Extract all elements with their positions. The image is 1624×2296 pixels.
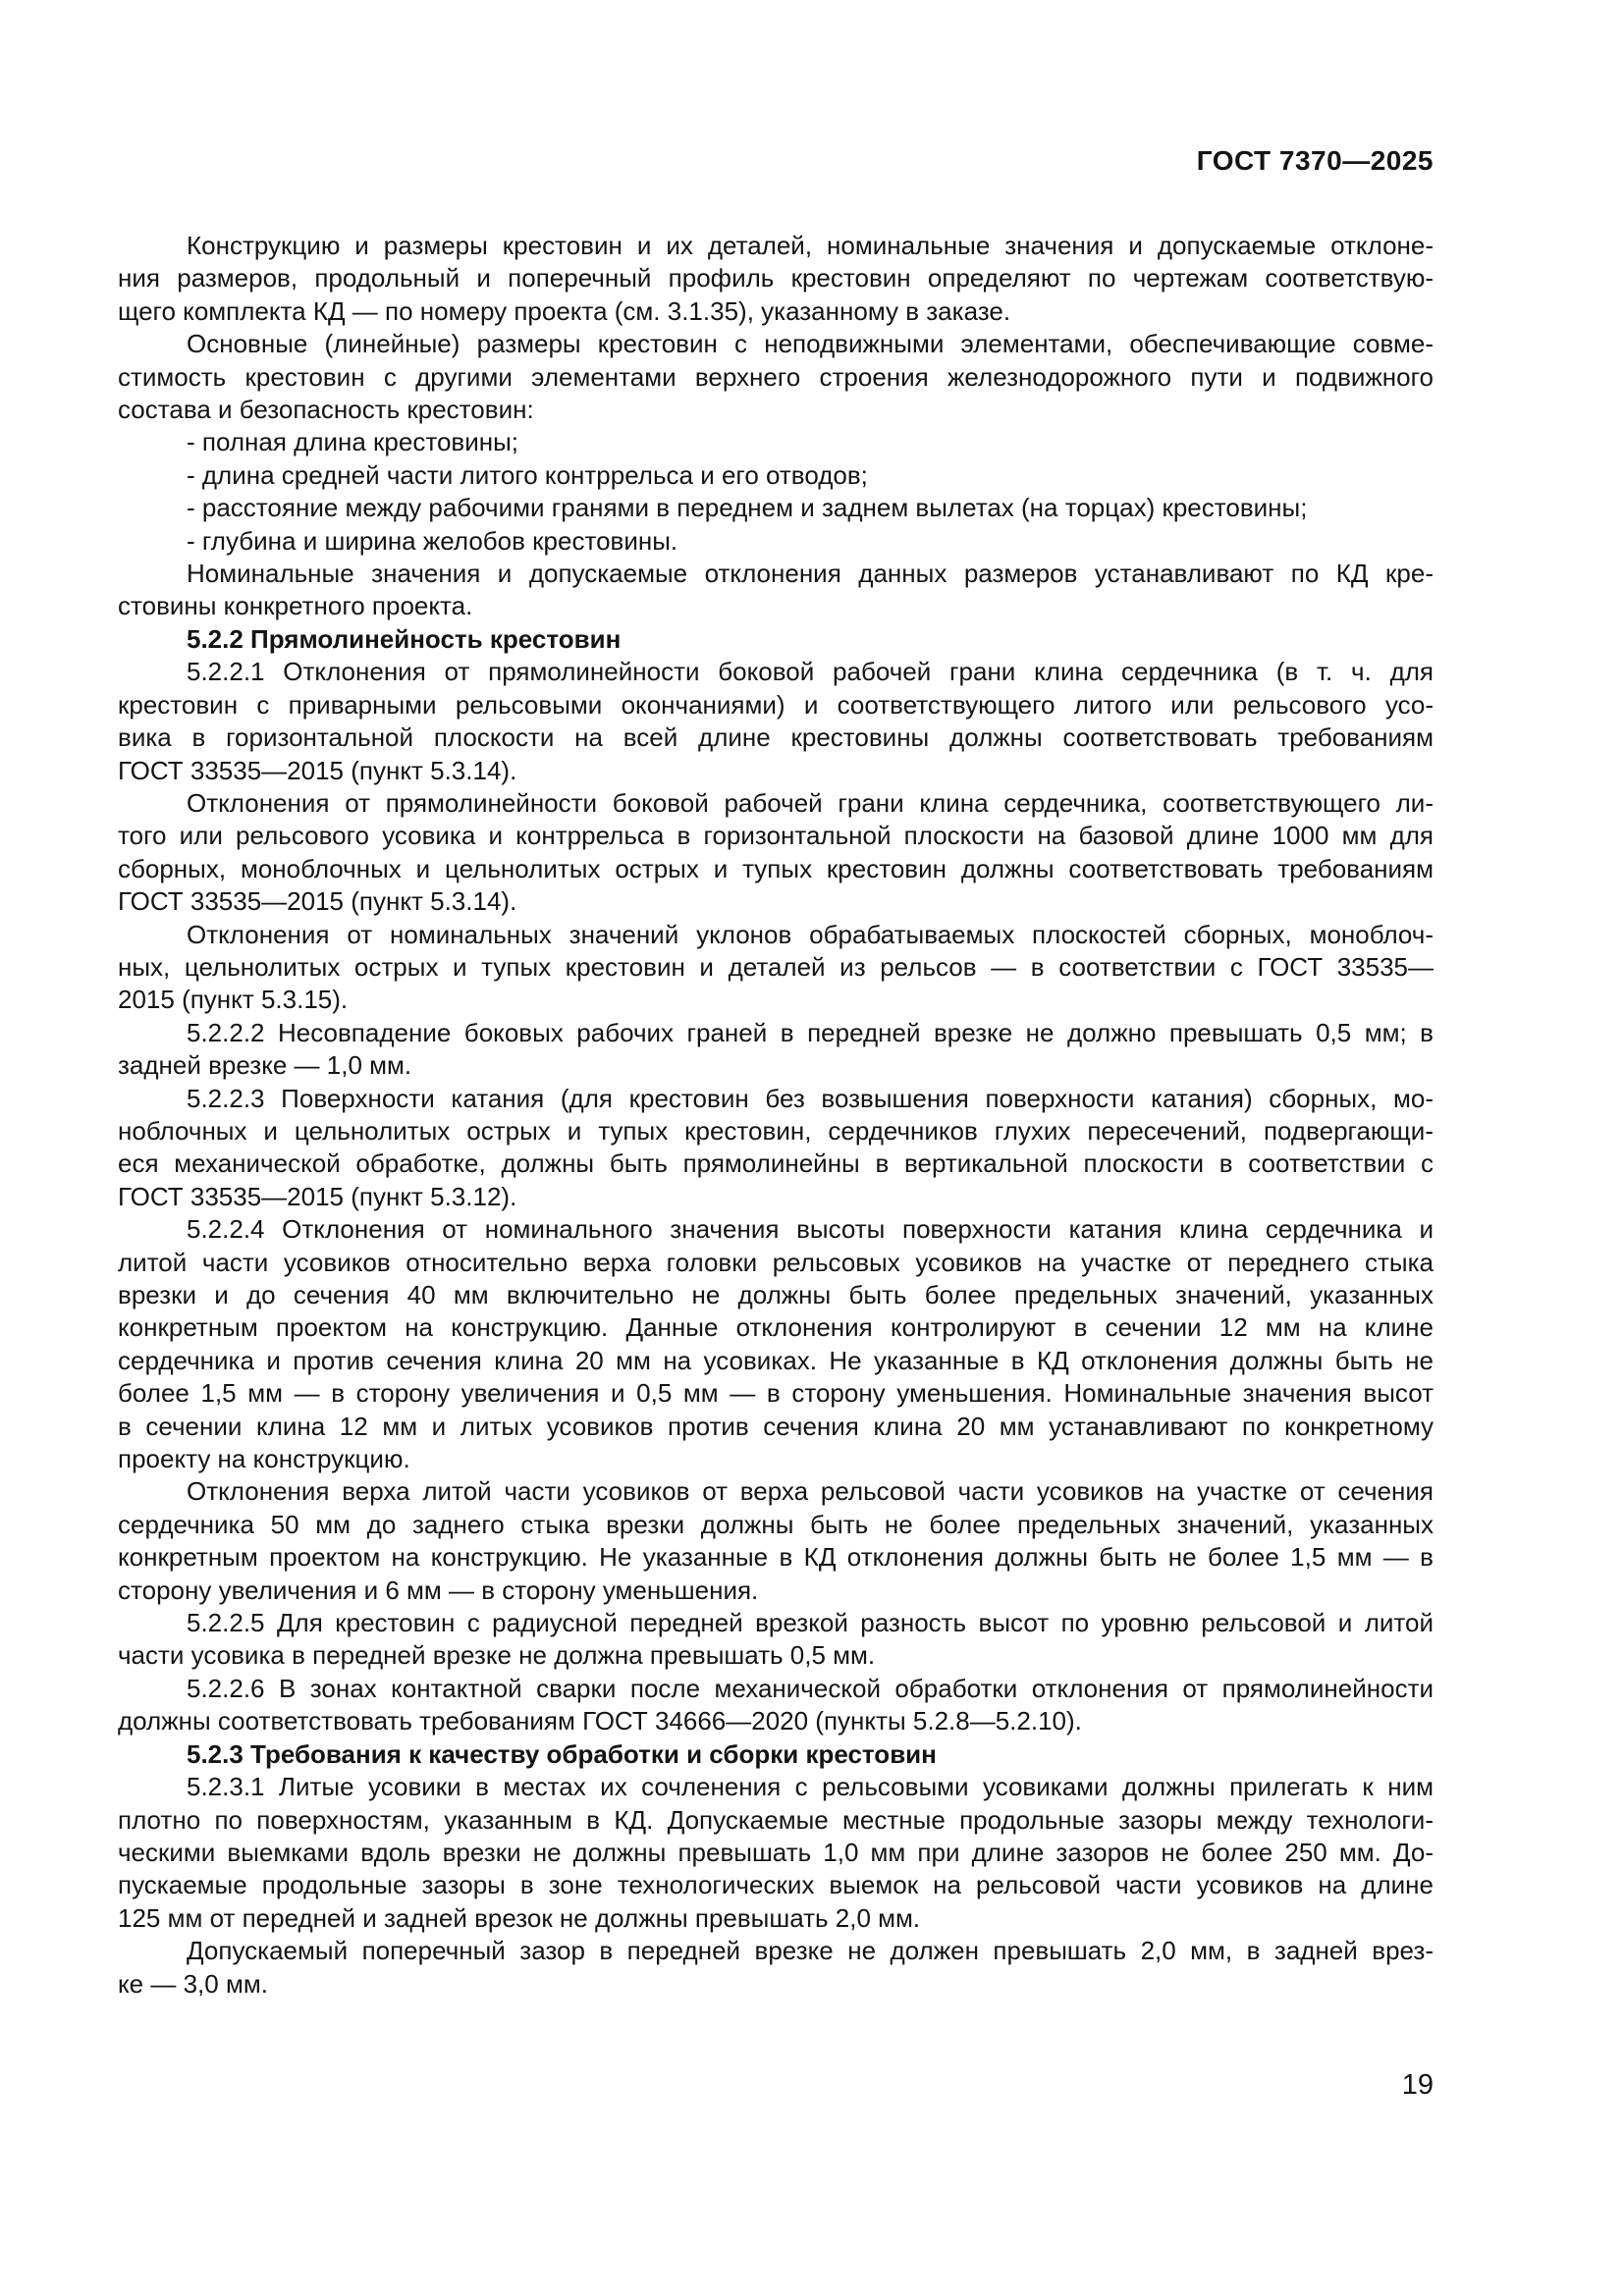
text-line: 125 мм от передней и задней врезок не должны превышать 2,0 мм. (118, 1902, 921, 1933)
text-line: - глубина и ширина желобов крестовины. (187, 525, 678, 556)
text-line: 5.2.3.1 Литые усовики в местах их сочленения с рельсовыми усовиками должны прилегать к ним (187, 1772, 1434, 1802)
section-heading (118, 623, 1434, 656)
text-line: более 1,5 мм — в сторону увеличения и 0,5 мм — в сторону уменьшения. Номинальные значения высот (118, 1378, 1434, 1409)
paragraph (118, 1017, 1434, 1083)
paragraph (118, 656, 1434, 787)
text-line: 5.2.2.5 Для крестовин с радиусной передней врезкой разность высот по уровню рельсовой и литой (187, 1608, 1434, 1638)
text-line: плотно по поверхностям, указанным в КД. Допускаемые местные продольные зазоры между технологи- (118, 1804, 1434, 1835)
text-line: должны соответствовать требованиям ГОСТ 34666—2020 (пункты 5.2.8—5.2.10). (118, 1706, 1082, 1736)
text-line: 2015 (пункт 5.3.15). (118, 985, 349, 1015)
paragraph (118, 328, 1434, 426)
paragraph (118, 1213, 1434, 1475)
text-line: сторону увеличения и 6 мм — в сторону уменьшения. (118, 1575, 759, 1605)
text-line: врезки и до сечения 40 мм включительно не должны быть более предельных значений, указанных (118, 1280, 1434, 1309)
text-line: проекту на конструкцию. (118, 1444, 410, 1474)
document-body (118, 230, 1434, 2001)
text-line: 5.2.2.4 Отклонения от номинального значения высоты поверхности катания клина сердечника и (187, 1214, 1434, 1245)
text-line: 5.2.2.2 Несовпадение боковых рабочих граней в передней врезке не должно превышать 0,5 мм; в (187, 1017, 1434, 1047)
list-item (118, 459, 1434, 492)
paragraph (118, 1475, 1434, 1607)
text-line: - длина средней части литого контррельса и его отводов; (187, 459, 868, 490)
text-line: сердечника 50 мм до заднего стыка врезки должны быть не более предельных значений, указанных (118, 1509, 1434, 1539)
text-line: сердечника и против сечения клина 20 мм на усовиках. Не указанные в КД отклонения должны быть не (118, 1345, 1434, 1375)
text-line: Отклонения верха литой части усовиков от верха рельсовой части усовиков на участке от сечения (187, 1476, 1434, 1507)
paragraph (118, 787, 1434, 919)
text-line: ке — 3,0 мм. (118, 1968, 268, 1999)
text-line: конкретным проектом на конструкцию. Не указанные в КД отклонения должны быть не более 1,5 мм — в (118, 1542, 1434, 1573)
paragraph (118, 1771, 1434, 1935)
text-line: 5.2.2.6 В зонах контактной сварки после механической обработки отклонения от прямолинейности (187, 1673, 1434, 1703)
text-line: ГОСТ 33535—2015 (пункт 5.3.14). (118, 886, 517, 917)
paragraph (118, 1083, 1434, 1214)
text-line: сборных, моноблочных и цельнолитых острых и тупых крестовин должны соответствовать требованиям (118, 853, 1434, 883)
text-line: ния размеров, продольный и поперечный профиль крестовин определяют по чертежам соответствую- (118, 263, 1434, 294)
text-line: Отклонения от прямолинейности боковой рабочей грани клина сердечника, соответствующего ли- (187, 787, 1434, 818)
text-line: 5.2.3 Требования к качеству обработки и сборки крестовин (187, 1738, 937, 1769)
text-line: части усовика в передней врезке не должна превышать 0,5 мм. (118, 1640, 876, 1671)
text-line: ГОСТ 33535—2015 (пункт 5.3.14). (118, 755, 517, 785)
text-line: Конструкцию и размеры крестовин и их деталей, номинальные значения и допускаемые отклоне- (187, 231, 1434, 260)
text-line: ноблочных и цельнолитых острых и тупых крестовин, сердечников глухих пересечений, подвергающи- (118, 1115, 1434, 1146)
text-line: Основные (линейные) размеры крестовин с неподвижными элементами, обеспечивающие совме- (187, 329, 1434, 359)
text-line: Допускаемый поперечный зазор в передней врезке не должен превышать 2,0 мм, в задней врез- (187, 1936, 1434, 1966)
section-heading (118, 1738, 1434, 1771)
paragraph (118, 1673, 1434, 1738)
list-item (118, 525, 1434, 558)
text-line: 5.2.2.3 Поверхности катания (для крестовин без возвышения поверхности катания) сборных, мо- (187, 1083, 1434, 1113)
text-line: вика в горизонтальной плоскости на всей длине крестовины должны соответствовать требованиям (118, 722, 1434, 753)
paragraph (118, 1607, 1434, 1673)
text-line: в сечении клина 12 мм и литых усовиков против сечения клина 20 мм устанавливают по конкретному (118, 1411, 1434, 1441)
text-line: того или рельсового усовика и контррельса в горизонтальной плоскости на базовой длине 1000 мм для (118, 821, 1434, 851)
text-line: ГОСТ 33535—2015 (пункт 5.3.12). (118, 1181, 517, 1211)
standard-number-header: ГОСТ 7370—2025 (1196, 145, 1434, 176)
text-line: состава и безопасность крестовин: (118, 395, 534, 425)
text-line: 5.2.2 Прямолинейность крестовин (187, 623, 622, 654)
text-line: ных, цельнолитых острых и тупых крестовин и деталей из рельсов — в соответствии с ГОСТ 33535— (118, 951, 1434, 982)
list-item (118, 492, 1434, 524)
text-line: стовины конкретного проекта. (118, 591, 473, 621)
paragraph (118, 1935, 1434, 2001)
text-line: - расстояние между рабочими гранями в переднем и заднем вылетах (на торцах) крестовины; (187, 493, 1308, 523)
list-item (118, 426, 1434, 458)
text-line: пускаемые продольные зазоры в зоне технологических выемок на рельсовой части усовиков на длине (118, 1870, 1434, 1900)
text-line: стимость крестовин с другими элементами верхнего строения железнодорожного пути и подвижного (118, 361, 1434, 392)
text-line: щего комплекта КД — по номеру проекта (см. 3.1.35), указанному в заказе. (118, 295, 1011, 326)
text-line: задней врезке — 1,0 мм. (118, 1050, 412, 1081)
text-line: Номинальные значения и допускаемые отклонения данных размеров устанавливают по КД кре- (187, 559, 1434, 589)
text-line: еся механической обработке, должны быть прямолинейны в вертикальной плоскости в соответствии с (118, 1148, 1434, 1179)
text-line: Отклонения от номинальных значений уклонов обрабатываемых плоскостей сборных, моноблоч- (187, 919, 1434, 949)
text-line: конкретным проектом на конструкцию. Данные отклонения контролируют в сечении 12 мм на клине (118, 1312, 1434, 1343)
paragraph (118, 558, 1434, 623)
paragraph (118, 919, 1434, 1017)
text-line: литой части усовиков относительно верха головки рельсовых усовиков на участке от переднего стыка (118, 1247, 1434, 1277)
text-line: - полная длина крестовины; (187, 427, 519, 457)
paragraph (118, 230, 1434, 328)
page-number: 19 (1401, 2069, 1434, 2101)
text-line: крестовин с приварными рельсовыми окончаниями) и соответствующего литого или рельсового усо- (118, 689, 1434, 720)
text-line: 5.2.2.1 Отклонения от прямолинейности боковой рабочей грани клина сердечника (в т. ч. для (187, 657, 1434, 687)
text-line: ческими выемками вдоль врезки не должны превышать 1,0 мм при длине зазоров не более 250 мм. До- (118, 1837, 1434, 1867)
